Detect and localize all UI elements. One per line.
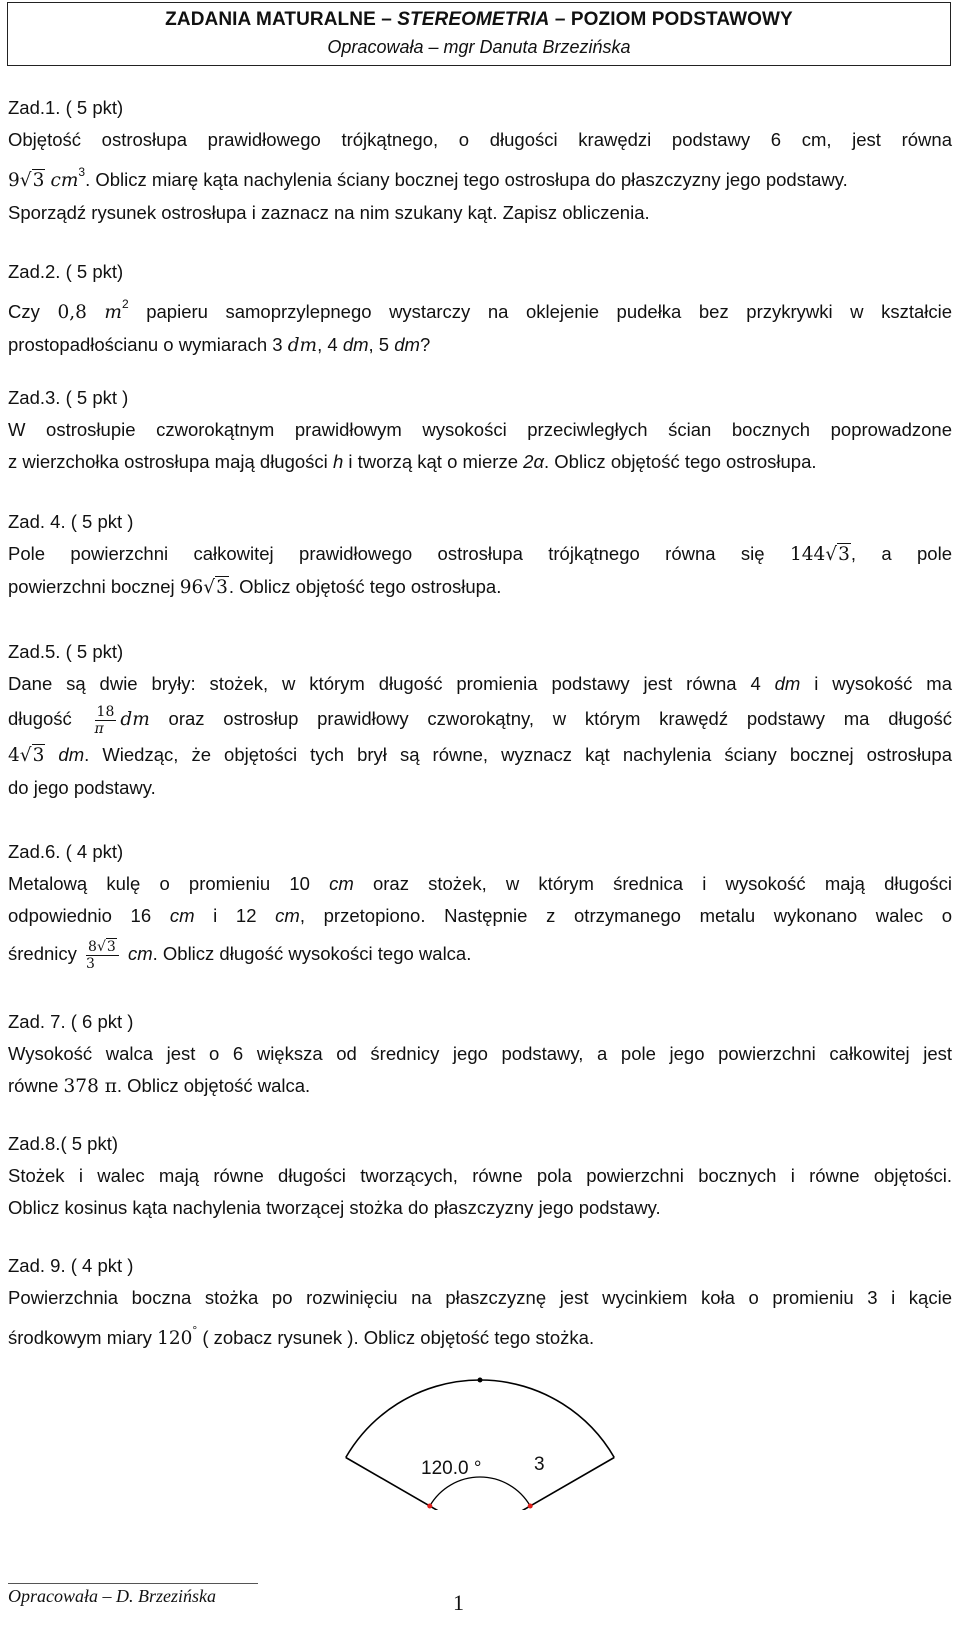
radius-label: 3 <box>534 1454 545 1475</box>
task-8 <box>8 1128 952 1224</box>
task-text: Stożek i walec mają równe długości tworzących, równe pola powierzchni bocznych i równe objętości. <box>8 1165 952 1186</box>
task-label: Zad. 4. ( 5 pkt ) <box>8 511 134 532</box>
task-2 <box>8 256 952 362</box>
task-label: Zad.3. ( 5 pkt ) <box>8 387 129 408</box>
document-subtitle: Opracowała – mgr Danuta Brzezińska <box>327 37 631 57</box>
task-4 <box>8 506 952 604</box>
task-label: Zad.5. ( 5 pkt) <box>8 641 124 662</box>
right-radius <box>480 1458 614 1511</box>
task-text: Pole powierzchni całkowitej prawidłowego ostrosłupa trójkątnego równa się 144√3, a pole <box>8 543 952 565</box>
task-text: 9√3 $cm^3$. Oblicz miarę kąta nachylenia ściany bocznej tego ostrosłupa do płaszczyzny jego podstawy. <box>8 165 848 191</box>
task-9 <box>8 1250 952 1355</box>
task-text: W ostrosłupie czworokątnym prawidłowym wysokości przeciwległych ścian bocznych poprowadzone <box>8 419 952 440</box>
fraction: $\frac{8√3}{3}$ <box>86 939 119 972</box>
task-label: Zad.1. ( 5 pkt) <box>8 97 124 118</box>
task-text: powierzchni bocznej 96√3. Oblicz objętość tego ostrosłupa. <box>8 576 502 598</box>
sector-figure <box>280 1370 680 1510</box>
task-3 <box>8 382 952 478</box>
task-text: Wysokość walca jest o 6 większa od średnicy jego podstawy, a pole jego powierzchni całkowitej jest <box>8 1043 952 1064</box>
task-text: z wierzchołka ostrosłupa mają długości h i tworzą kąt o mierze 2α. Oblicz objętość tego ostrosłupa. <box>8 451 817 472</box>
task-text: Objętość ostrosłupa prawidłowego trójkątnego, o długości krawędzi podstawy 6 cm, jest równa <box>8 129 952 150</box>
task-text: Metalową kulę o promieniu 10 cm oraz stożek, w którym średnica i wysokość mają długości <box>8 873 953 894</box>
task-text: Sporządź rysunek ostrosłupa i zaznacz na nim szukany kąt. Zapisz obliczenia. <box>8 202 650 223</box>
task-text: długość $\frac{18}{\pi}$ dm oraz ostrosłup prawidłowy czworokątny, w którym krawędź podstawy ma długość <box>8 703 953 737</box>
task-text: środkowym miary 120° ( zobacz rysunek ). Oblicz objętość tego stożka. <box>8 1323 595 1349</box>
task-text: średnicy $\frac{8√3}{3}$ cm. Oblicz długość wysokości tego walca. <box>8 938 472 972</box>
outer-arc <box>346 1380 614 1458</box>
angle-arc <box>430 1477 530 1506</box>
task-text: Oblicz kosinus kąta nachylenia tworzącej stożka do płaszczyzny jego podstawy. <box>8 1197 661 1218</box>
task-text: prostopadłościanu o wymiarach 3 dm, 4 dm, 5 dm? <box>8 334 431 356</box>
arc-midpoint <box>478 1378 483 1383</box>
document-title <box>8 9 950 31</box>
task-label: Zad. 7. ( 6 pkt ) <box>8 1011 134 1032</box>
angle-point-right <box>528 1504 533 1509</box>
title-suffix: – POZIOM PODSTAWOWY <box>549 9 793 30</box>
task-5 <box>8 636 952 804</box>
footer-author: Opracowała – D. Brzezińska <box>8 1586 216 1606</box>
task-label: Zad.8.( 5 pkt) <box>8 1133 119 1154</box>
task-text: równe 378 π. Oblicz objętość walca. <box>8 1075 311 1097</box>
task-7 <box>8 1006 952 1103</box>
task-label: Zad. 9. ( 4 pkt ) <box>8 1255 134 1276</box>
footer-rule <box>8 1583 258 1584</box>
task-text: do jego podstawy. <box>8 777 156 798</box>
sector-points <box>427 1378 532 1509</box>
task-label: Zad.6. ( 4 pkt) <box>8 841 124 862</box>
page-number: 1 <box>453 1590 464 1615</box>
task-text: Czy 0,8 $m^2$ papieru samoprzylepnego wystarczy na oklejenie pudełka bez przykrywki w kształcie <box>8 297 953 323</box>
title-prefix: ZADANIA MATURALNE – <box>165 9 398 30</box>
header-box <box>7 2 951 66</box>
sector-outline <box>346 1380 614 1510</box>
angle-label: 120.0 ° <box>421 1458 482 1479</box>
task-text: 4√3 dm. Wiedząc, że objętości tych brył są równe, wyznacz kąt nachylenia ściany bocznej ostrosłupa <box>8 744 953 766</box>
task-text: odpowiednio 16 cm i 12 cm, przetopiono. Następnie z otrzymanego metalu wykonano walec o <box>8 905 953 926</box>
task-text: Powierzchnia boczna stożka po rozwinięciu na płaszczyznę jest wycinkiem koła o promieniu 3 i kącie <box>8 1287 952 1308</box>
angle-point-left <box>427 1504 432 1509</box>
title-topic: STEREOMETRIA <box>397 9 550 30</box>
task-1 <box>8 92 952 229</box>
task-text: Dane są dwie bryły: stożek, w którym długość promienia podstawy jest równa 4 dm i wysokość ma <box>8 673 953 694</box>
task-6 <box>8 836 952 976</box>
fraction: $\frac{18}{\pi}$ <box>94 703 115 737</box>
task-label: Zad.2. ( 5 pkt) <box>8 261 124 282</box>
